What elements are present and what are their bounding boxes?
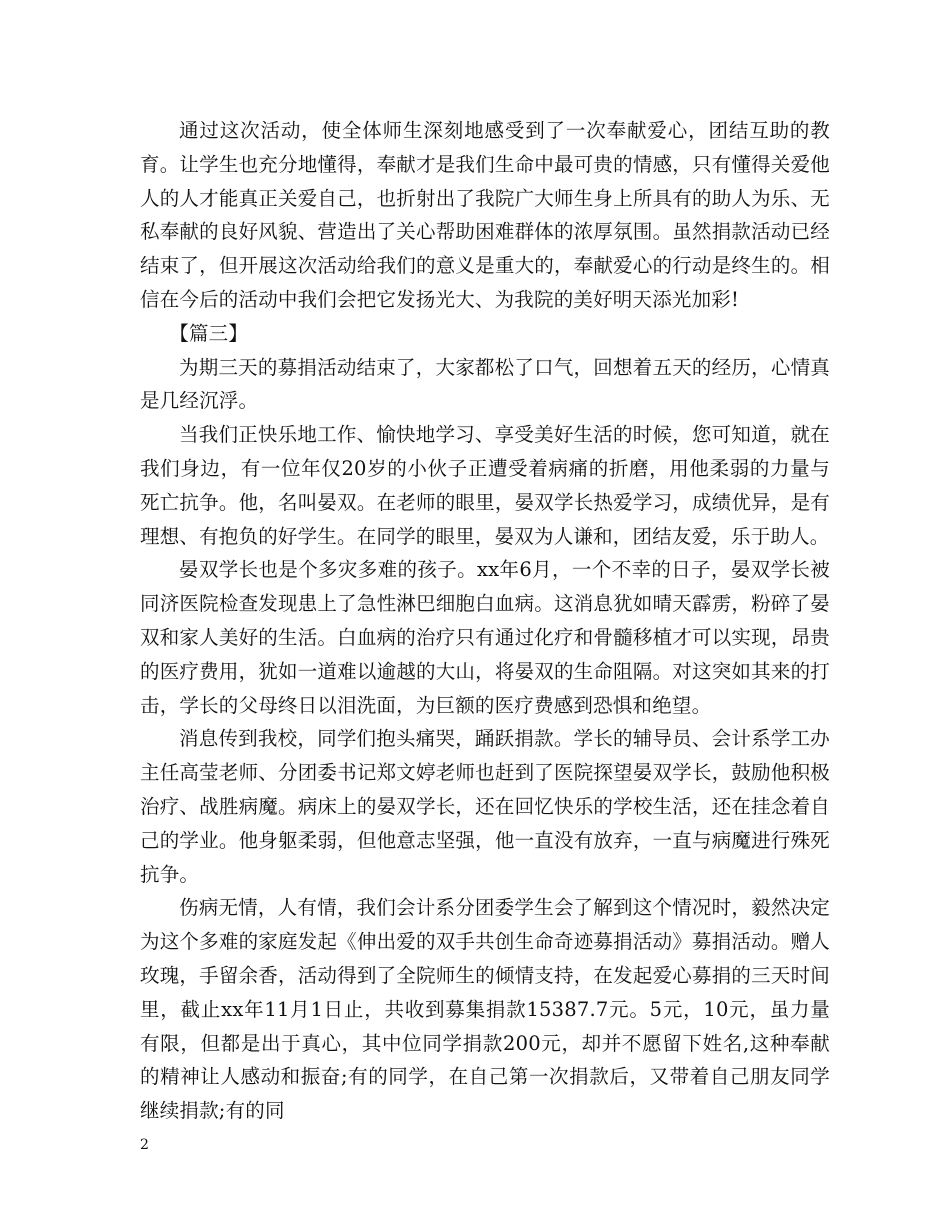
paragraph-response: 消息传到我校，同学们抱头痛哭，踊跃捐款。学长的辅导员、会计系学工办主任高莹老师、分团委书记郑文婷老师也赶到了医院探望晏双学长，鼓励他积极治疗、战胜病魔。病床上的晏双学长，还在回忆快乐的学校生活，还在挂念着自己的学业。他身躯柔弱，但他意志坚强，他一直没有放弃，一直与病魔进行殊死抗争。 — [140, 727, 830, 886]
page-number: 2 — [140, 1137, 149, 1153]
paragraph-campaign: 伤病无情，人有情，我们会计系分团委学生会了解到这个情况时，毅然决定为这个多难的家庭发起《伸出爱的双手共创生命奇迹募捐活动》募捐活动。赠人玫瑰，手留余香，活动得到了全院师生的倾情支持，在发起爱心募捐的三天时间里，截止xx年11月1日止，共收到募集捐款15387.7元。5元，10元，虽力量有限，但都是出于真心，其中位同学捐款200元，却并不愿留下姓名,这种奉献的精神让人感动和振奋;有的同学，在自己第一次捐款后，又带着自己朋友同学继续捐款;有的同 — [140, 896, 830, 1123]
section-heading: 【篇三】 — [169, 321, 249, 345]
document-body — [140, 114, 830, 1128]
paragraph-background: 当我们正快乐地工作、愉快地学习、享受美好生活的时候，您可知道，就在我们身边，有一位年仅20岁的小伙子正遭受着病痛的折磨，用他柔弱的力量与死亡抗争。他，名叫晏双。在老师的眼里，晏双学长热爱学习，成绩优异，是有理想、有抱负的好学生。在同学的眼里，晏双为人谦和，团结友爱，乐于助人。 — [140, 423, 830, 548]
paragraph-illness: 晏双学长也是个多灾多难的孩子。xx年6月，一个不幸的日子，晏双学长被同济医院检查发现患上了急性淋巴细胞白血病。这消息犹如晴天霹雳，粉碎了晏双和家人美好的生活。白血病的治疗只有通过化疗和骨髓移植才可以实现，昂贵的医疗费用，犹如一道难以逾越的大山，将晏双的生命阻隔。对这突如其来的打击，学长的父母终日以泪洗面，为巨额的医疗费感到恐惧和绝望。 — [140, 558, 830, 717]
paragraph-summary: 通过这次活动，使全体师生深刻地感受到了一次奉献爱心，团结互助的教育。让学生也充分地懂得，奉献才是我们生命中最可贵的情感，只有懂得关爱他人的人才能真正关爱自己，也折射出了我院广大师生身上所具有的助人为乐、无私奉献的良好风貌、营造出了关心帮助困难群体的浓厚氛围。虽然捐款活动已经结束了，但开展这次活动给我们的意义是重大的，奉献爱心的行动是终生的。相信在今后的活动中我们会把它发扬光大、为我院的美好明天添光加彩! — [140, 119, 830, 311]
paragraph-intro: 为期三天的募捐活动结束了，大家都松了口气，回想着五天的经历，心情真是几经沉浮。 — [140, 355, 830, 413]
